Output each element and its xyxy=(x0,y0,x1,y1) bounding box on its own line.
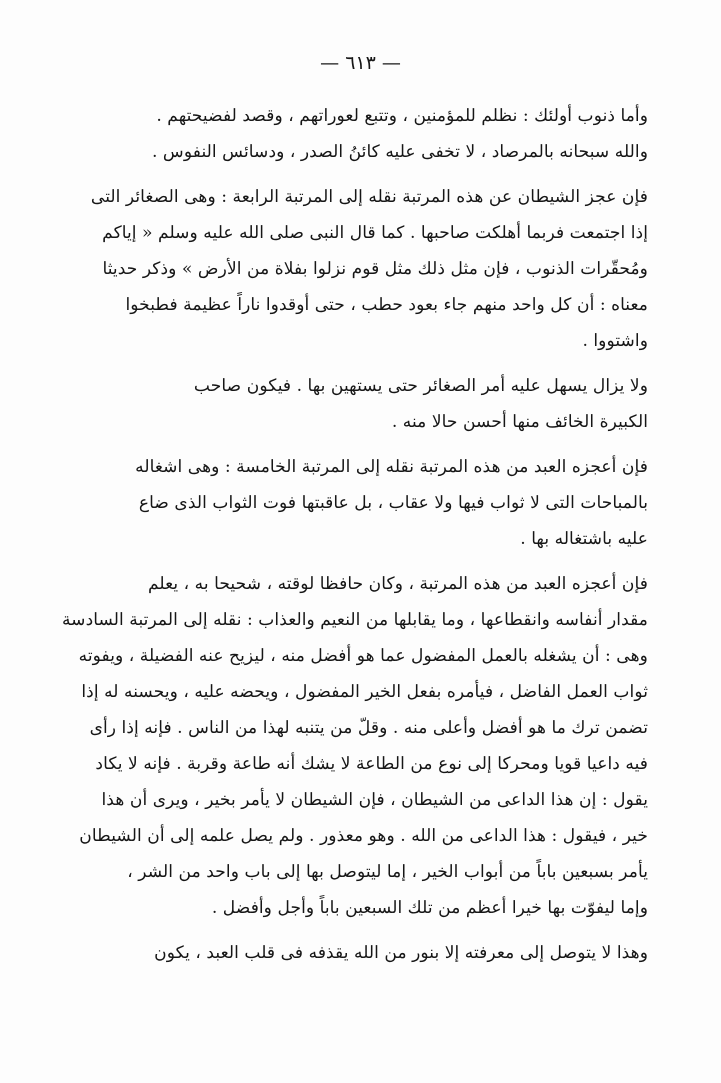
text-line: واشتووا . xyxy=(582,331,648,351)
text-line: بالمباحات التى لا ثواب فيها ولا عقاب ، بل عاقبتها فوت الثواب الذى ضاع xyxy=(138,493,648,513)
text-line: ثواب العمل الفاضل ، فيأمره بفعل الخير المفضول ، ويحضه عليه ، ويحسنه له إذا xyxy=(81,682,648,702)
text-line: ومُحقّرات الذنوب ، فإن مثل ذلك مثل قوم نزلوا بفلاة من الأرض » وذكر حديثا xyxy=(102,259,648,279)
text-line: خير ، فيقول : هذا الداعى من الله . وهو معذور . ولم يصل علمه إلى أن الشيطان xyxy=(79,826,648,846)
text-line: الكبيرة الخائف منها أحسن حالا منه . xyxy=(391,412,648,432)
paragraph-2 xyxy=(52,179,672,359)
page-number: — ٦١٣ — xyxy=(320,52,401,74)
text-line: مقدار أنفاسه وانقطاعها ، وما يقابلها من النعيم والعذاب : نقله إلى المرتبة السادسة xyxy=(61,610,648,630)
text-line: وهذا لا يتوصل إلى معرفته إلا بنور من الله يقذفه فى قلب العبد ، يكون xyxy=(154,943,648,963)
text-line: يقول : إن هذا الداعى من الشيطان ، فإن الشيطان لا يأمر بخير ، ويرى أن هذا xyxy=(101,790,648,810)
text-line: وأما ذنوب أولئك : نظلم للمؤمنين ، وتتبع لعوراتهم ، وقصد لفضيحتهم . xyxy=(156,106,648,126)
text-line: والله سبحانه بالمرصاد ، لا تخفى عليه كائنُ الصدر ، ودسائس النفوس . xyxy=(151,142,648,162)
text-line: معناه : أن كل واحد منهم جاء بعود حطب ، حتى أوقدوا ناراً عظيمة فطبخوا xyxy=(125,295,648,315)
paragraph-1 xyxy=(52,98,672,170)
text-line: إذا اجتمعت فربما أهلكت صاحبها . كما قال النبى صلى الله عليه وسلم « إياكم xyxy=(102,223,648,243)
text-line: يأمر بسبعين باباً من أبواب الخير ، إما ليتوصل بها إلى باب واحد من الشر ، xyxy=(127,862,648,882)
text-line: عليه باشتغاله بها . xyxy=(520,529,648,549)
text-line: تضمن ترك ما هو أفضل وأعلى منه . وقلّ من يتنبه لهذا من الناس . فإنه إذا رأى xyxy=(89,718,648,738)
text-line: فيه داعيا قويا ومحركا إلى نوع من الطاعة لا يشك أنه طاعة وقربة . فإنه لا يكاد xyxy=(95,754,648,774)
paragraph-6 xyxy=(52,935,672,971)
text-line: فإن عجز الشيطان عن هذه المرتبة نقله إلى المرتبة الرابعة : وهى الصغائر التى xyxy=(90,187,648,207)
text-line: فإن أعجزه العبد من هذه المرتبة ، وكان حافظا لوقته ، شحيحا به ، يعلم xyxy=(147,574,648,594)
paragraph-4 xyxy=(52,449,672,557)
text-line: فإن أعجزه العبد من هذه المرتبة نقله إلى المرتبة الخامسة : وهى اشغاله xyxy=(135,457,648,477)
body-text xyxy=(52,98,672,980)
text-line: وهى : أن يشغله بالعمل المفضول عما هو أفضل منه ، ليزيح عنه الفضيلة ، ويفوته xyxy=(78,646,648,666)
paragraph-5 xyxy=(52,566,672,926)
text-line: ولا يزال يسهل عليه أمر الصغائر حتى يستهين بها . فيكون صاحب xyxy=(193,376,648,396)
text-line: وإما ليفوّت بها خيرا أعظم من تلك السبعين باباً وأجل وأفضل . xyxy=(211,898,648,918)
paragraph-3 xyxy=(52,368,672,440)
